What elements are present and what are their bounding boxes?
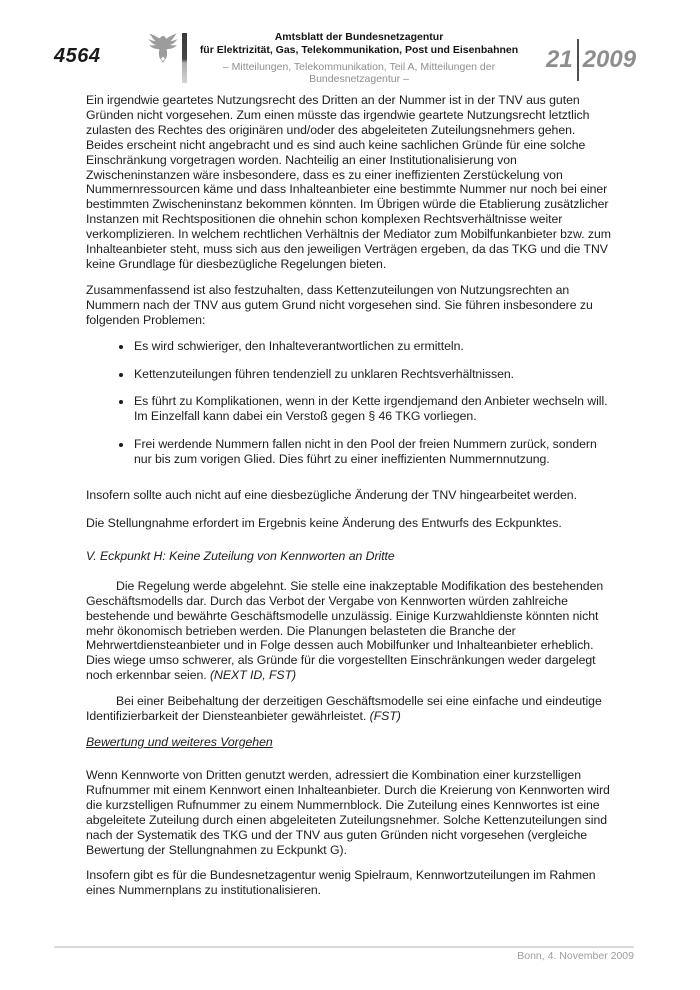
issue-year: 2009 (582, 46, 637, 73)
paragraph: Die Stellungnahme erfordert im Ergebnis keine Änderung des Entwurfs des Eckpunktes. (86, 515, 562, 530)
paragraph: Insofern sollte auch nicht auf eine diesbezügliche Änderung der TNV hingearbeitet werden. (86, 488, 577, 503)
section-heading: V. Eckpunkt H: Keine Zuteilung von Kennworten an Dritte (86, 548, 395, 563)
paragraph (86, 694, 615, 724)
bullet-item: • Frei werdende Nummern fallen nicht in den Pool der freien Nummern zurück, sondern nur bis zum vorigen Glied. Dies führt zu einer ineffizienten Nummernnutzung. (133, 437, 615, 467)
issue-divider-bar (577, 39, 579, 81)
gazette-subtitle: – Mitteilungen, Telekommunikation, Teil A, Mitteilungen der Bundesnetzagentur – (222, 61, 496, 85)
paragraph (86, 579, 615, 683)
attribution-text: (FST) (369, 709, 401, 724)
paragraph-text: Die Regelung werde abgelehnt. Sie stelle eine inakzeptable Modifikation des bestehenden Geschäftsmodells dar. Durch das Verbot der Vergabe von Kennworten würden zahlreiche bestehende und bewährte Geschäftsmodelle unzulässig. Einige Kurzwahldienste könnten nicht mehr ökonomisch betrieben werden. Die Planungen belasteten die Branche der Mehrwertdiensteanbieter und in Folge dessen auch Mobilfunker und Inhalteanbieter erheblich. Dies wiege umso schwerer, als Gründe für die vorgestellten Einschränkungen weder dargelegt noch erkennbar seien. (86, 578, 604, 683)
page-number: 4564 (54, 45, 101, 67)
gazette-title-line2: für Elektrizität, Gas, Telekommunikation, Post und Eisenbahnen (199, 43, 519, 56)
attribution-text: (NEXT ID, FST) (210, 668, 297, 683)
bullet-list (86, 339, 615, 467)
bullet-item: • Es führt zu Komplikationen, wenn in der Kette irgendjemand den Anbieter wechseln will. Im Einzelfall kann dabei ein Verstoß gegen § 46 TKG vorliegen. (133, 394, 615, 424)
paragraph-text: Bei einer Beibehaltung der derzeitigen Geschäftsmodelle sei eine einfache und eindeutige Identifizierbarkeit der Diensteanbieter gewährleistet. (86, 694, 602, 724)
bullet-item: • Es wird schwieriger, den Inhalteverantwortlichen zu ermitteln. (133, 339, 615, 354)
header-divider-bar (182, 33, 187, 83)
gazette-title-line1: Amtsblatt der Bundesnetzagentur (274, 31, 444, 43)
gazette-masthead (198, 31, 520, 85)
paragraph: Zusammenfassend ist also festzuhalten, dass Kettenzuteilungen von Nutzungsrechten an Nummern nach der TNV aus gutem Grund nicht vorgesehen sind. Sie führen insbesondere zu folgenden Problemen: (86, 282, 593, 327)
paragraph: Insofern gibt es für die Bundesnetzagentur wenig Spielraum, Kennwortzuteilungen im Rahmen eines Nummernplans zu institutionalisieren. (86, 868, 596, 898)
paragraph: Wenn Kennworte von Dritten genutzt werden, adressiert die Kombination einer kurzstelligen Rufnummer mit einem Kennwort einen Inhalteanbieter. Durch die Kreierung von Kennworten wird die kurzstelligen Rufnummer zu einem Nummernblock. Die Zuteilung eines Kennwortes ist eine abgeleitete Zuteilung durch einen abgeleiteten Zuteilungsnehmer. Solche Kettenzuteilungen sind nach der Systematik des TKG und der TNV aus guten Gründen nicht vorgesehen (vergleiche Bewertung der Stellungnahmen zu Eckpunkt G). (86, 768, 610, 857)
footer-rule (54, 946, 634, 948)
paragraph: Ein irgendwie geartetes Nutzungsrecht des Dritten an der Nummer ist in der TNV aus guten Gründen nicht vorgesehen. Zum einen müsste das irgendwie geartete Nutzungsrecht letztlich zulasten des Rechtes des originären und/oder des abgeleiteten Zuteilungsnehmers gehen. Beides erscheint nicht angebracht und es sind auch keine sachlichen Gründe für eine solche Einschränkung vorgetragen worden. Nachteilig an einer Institutionalisierung von Zwischeninstanzen wäre insbesondere, dass es zu einer ineffizienten Zerstückelung von Nummernressourcen käme und dass Inhalteanbieter eine bestimmte Nummer nur noch bei einer bestimmten Zwischeninstanz bekommen könnten. Im Übrigen würde die Etablierung zusätzlicher Instanzen mit Rechtspositionen die ohnehin schon komplexen Rechtsverhältnisse weiter verkomplizieren. In welchem rechtlichen Verhältnis der Mediator zum Mobilfunkanbieter bzw. zum Inhalteanbieter steht, muss sich aus den jeweiligen Verträgen ergeben, da das TKG und die TNV keine Grundlage für diesbezügliche Regelungen bieten. (86, 93, 611, 271)
document-body (86, 93, 615, 909)
footer-date: Bonn, 4. November 2009 (517, 950, 634, 962)
issue-badge (546, 38, 636, 82)
federal-eagle-icon (148, 32, 178, 64)
issue-number: 21 (546, 46, 573, 73)
subsection-heading: Bewertung und weiteres Vorgehen (86, 735, 273, 749)
bullet-item: • Kettenzuteilungen führen tendenziell zu unklaren Rechtsverhältnissen. (133, 367, 615, 382)
